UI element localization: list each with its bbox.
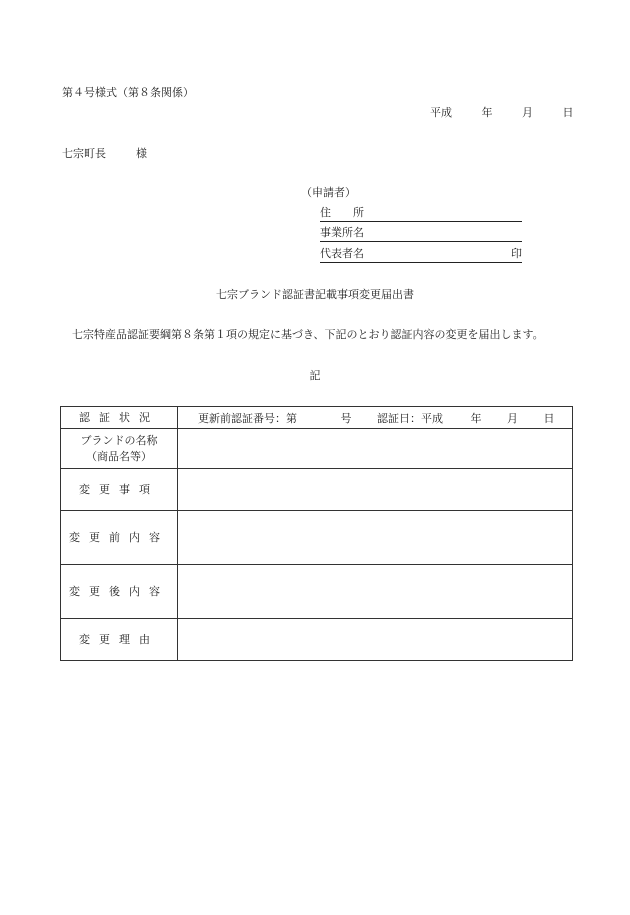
reason-label-cell bbox=[61, 619, 178, 661]
document-title: 七宗ブランド認証書記載事項変更届出書 bbox=[216, 288, 414, 301]
table-row bbox=[61, 511, 573, 565]
cert-month: 月 bbox=[507, 411, 518, 425]
date-era: 平成 bbox=[430, 106, 452, 119]
after-value-cell[interactable] bbox=[178, 565, 573, 619]
applicant-label: （申請者） bbox=[301, 186, 356, 199]
table-row bbox=[61, 619, 573, 661]
brand-sub-label: （商品名等） bbox=[86, 449, 152, 463]
representative-label: 代表者名 bbox=[320, 247, 364, 260]
reason-label: 変更理由 bbox=[79, 632, 159, 646]
before-value-cell[interactable] bbox=[178, 511, 573, 565]
table-row bbox=[61, 469, 573, 511]
prev-number-label: 更新前認証番号：第 bbox=[198, 411, 297, 425]
date-line bbox=[430, 106, 574, 120]
cert-date-label: 認証日：平成 bbox=[377, 411, 443, 425]
brand-label: ブランドの名称 bbox=[80, 433, 158, 447]
addressee bbox=[62, 147, 147, 161]
cert-day: 日 bbox=[543, 411, 555, 425]
form-number: 第４号様式（第８条関係） bbox=[62, 86, 194, 99]
status-label: 認証状況 bbox=[79, 410, 159, 424]
address-field[interactable] bbox=[320, 206, 522, 222]
brand-label-cell bbox=[61, 429, 178, 469]
details-table bbox=[60, 406, 573, 661]
office-name-label: 事業所名 bbox=[320, 226, 364, 239]
date-day: 日 bbox=[562, 106, 574, 119]
status-label-cell bbox=[61, 407, 178, 429]
addressee-honorific: 様 bbox=[136, 147, 147, 160]
number-suffix: 号 bbox=[340, 411, 352, 425]
representative-field[interactable] bbox=[320, 247, 522, 263]
seal-mark: 印 bbox=[511, 247, 522, 260]
date-month: 月 bbox=[522, 106, 533, 119]
office-name-field[interactable] bbox=[320, 226, 522, 242]
table-row bbox=[61, 407, 573, 429]
before-label-cell bbox=[61, 511, 178, 565]
status-value-cell[interactable] bbox=[178, 407, 573, 429]
after-label-cell bbox=[61, 565, 178, 619]
reason-value-cell[interactable] bbox=[178, 619, 573, 661]
addressee-name: 七宗町長 bbox=[62, 147, 106, 160]
table-row bbox=[61, 429, 573, 469]
change-item-value-cell[interactable] bbox=[178, 469, 573, 511]
change-item-label: 変更事項 bbox=[79, 482, 159, 496]
cert-year: 年 bbox=[470, 411, 482, 425]
table-row bbox=[61, 565, 573, 619]
after-label: 変更後内容 bbox=[69, 584, 169, 598]
address-label: 住 所 bbox=[320, 206, 364, 219]
body-text: 七宗特産品認証要綱第８条第１項の規定に基づき、下記のとおり認証内容の変更を届出します。 bbox=[72, 328, 544, 341]
before-label: 変更前内容 bbox=[69, 530, 169, 544]
date-year: 年 bbox=[481, 106, 493, 119]
brand-value-cell[interactable] bbox=[178, 429, 573, 469]
change-item-label-cell bbox=[61, 469, 178, 511]
ki-label: 記 bbox=[309, 369, 321, 382]
